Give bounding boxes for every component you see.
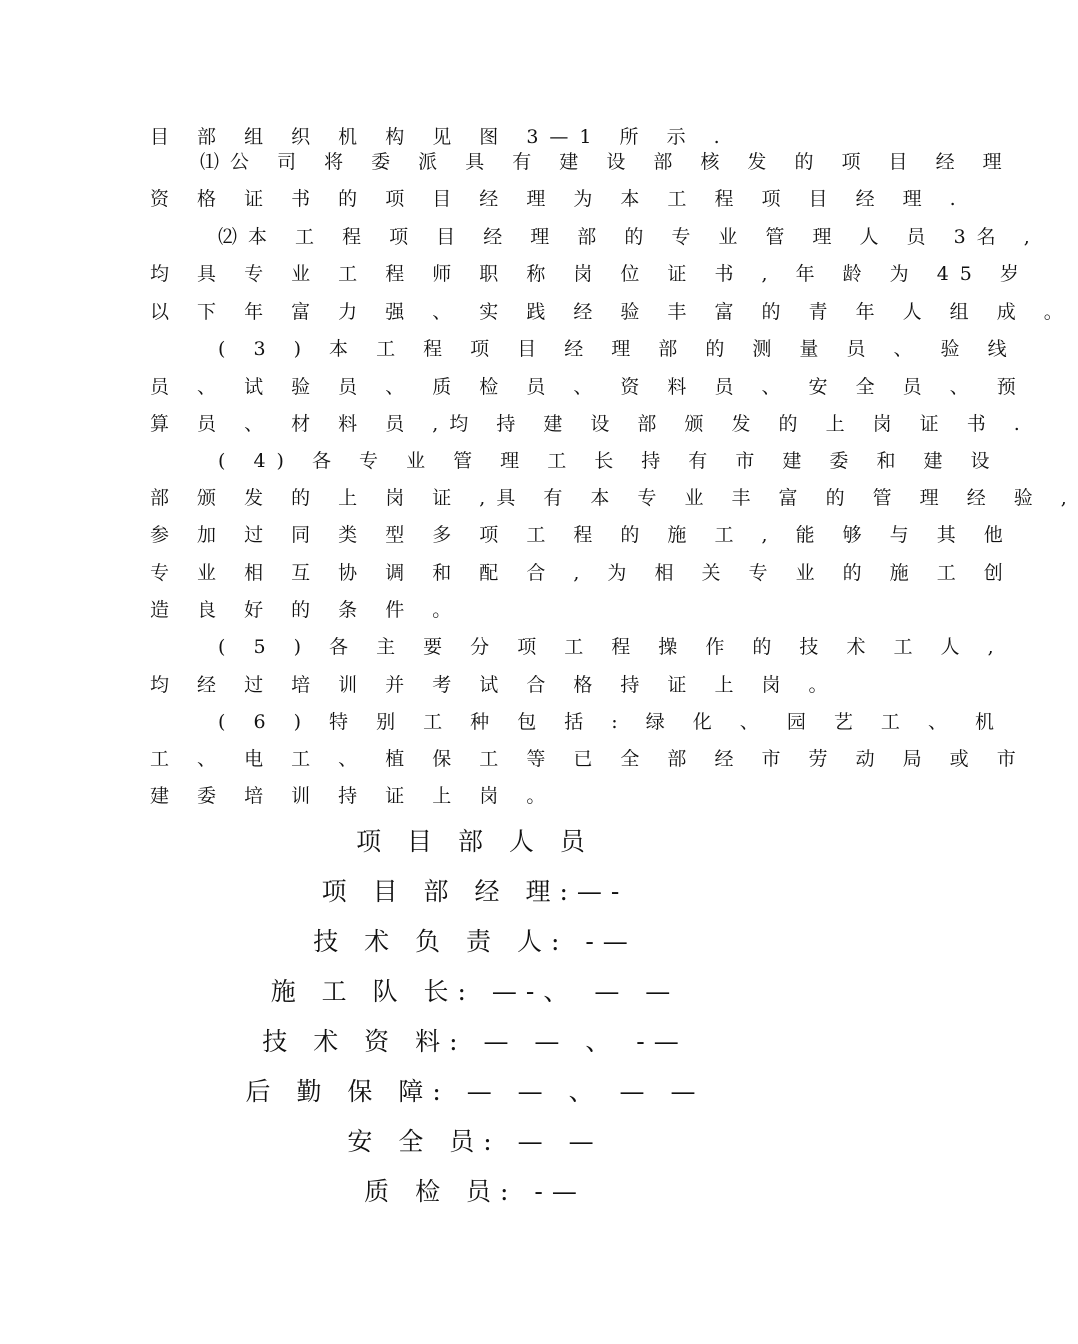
paragraph-line: 建 委 培 训 持 证 上 岗 。: [150, 785, 557, 807]
paragraph-line: 参 加 过 同 类 型 多 项 工 程 的 施 工 , 能 够 与 其 他: [150, 524, 1014, 546]
paragraph-line: 以 下 年 富 力 强 、 实 践 经 验 丰 富 的 青 年 人 组 成 。: [150, 301, 1074, 323]
staff-line-logistics: 后 勤 保 障: — — 、 — —: [245, 1077, 705, 1106]
paragraph-line: 部 颁 发 的 上 岗 证 ,具 有 本 专 业 丰 富 的 管 理 经 验 ,: [150, 487, 1078, 509]
paragraph-line: 资 格 证 书 的 项 目 经 理 为 本 工 程 项 目 经 理 .: [150, 188, 967, 210]
staff-line-project-manager: 项 目 部 经 理:—-: [321, 877, 629, 906]
paragraph-line: 算 员 、 材 料 员 ,均 持 建 设 部 颁 发 的 上 岗 证 书 .: [150, 413, 1031, 435]
paragraph-line: 专 业 相 互 协 调 和 配 合 , 为 相 关 专 业 的 施 工 创: [150, 562, 1014, 584]
paragraph-line: ⑴公 司 将 委 派 具 有 建 设 部 核 发 的 项 目 经 理: [200, 151, 1013, 173]
staff-line-safety-officer: 安 全 员: — —: [347, 1127, 603, 1156]
paragraph-line: ( 5 ) 各 主 要 分 项 工 程 操 作 的 技 术 工 人 ,: [218, 636, 1005, 658]
staff-line-technical-documents: 技 术 资 料: — — 、 -—: [262, 1027, 688, 1056]
staff-title: 项 目 部 人 员: [356, 827, 594, 856]
paragraph-line: 均 经 过 培 训 并 考 试 合 格 持 证 上 岗 。: [150, 674, 839, 696]
paragraph-line: ( 4) 各 专 业 管 理 工 长 持 有 市 建 委 和 建 设: [218, 450, 1001, 472]
staff-line-technical-lead: 技 术 负 责 人: -—: [313, 927, 637, 956]
paragraph-line: 均 具 专 业 工 程 师 职 称 岗 位 证 书 , 年 龄 为 45 岁: [150, 263, 1030, 285]
staff-line-team-leader: 施 工 队 长: —-、 — —: [270, 977, 680, 1006]
paragraph-line: 员 、 试 验 员 、 质 检 员 、 资 料 员 、 安 全 员 、 预: [150, 376, 1027, 398]
paragraph-line: ( 6 ) 特 别 工 种 包 括 : 绿 化 、 园 艺 工 、 机: [218, 711, 1005, 733]
paragraph-line: 目 部 组 织 机 构 见 图 3—1 所 示 .: [150, 126, 731, 148]
paragraph-line: ( 3 ) 本 工 程 项 目 经 理 部 的 测 量 员 、 验 线: [218, 338, 1018, 360]
paragraph-line: 造 良 好 的 条 件 。: [150, 599, 463, 621]
paragraph-line: ⑵本 工 程 项 目 经 理 部 的 专 业 管 理 人 员 3名 ,: [218, 226, 1041, 248]
staff-line-quality-inspector: 质 检 员: -—: [364, 1177, 586, 1206]
paragraph-line: 工 、 电 工 、 植 保 工 等 已 全 部 经 市 劳 动 局 或 市: [150, 748, 1027, 770]
